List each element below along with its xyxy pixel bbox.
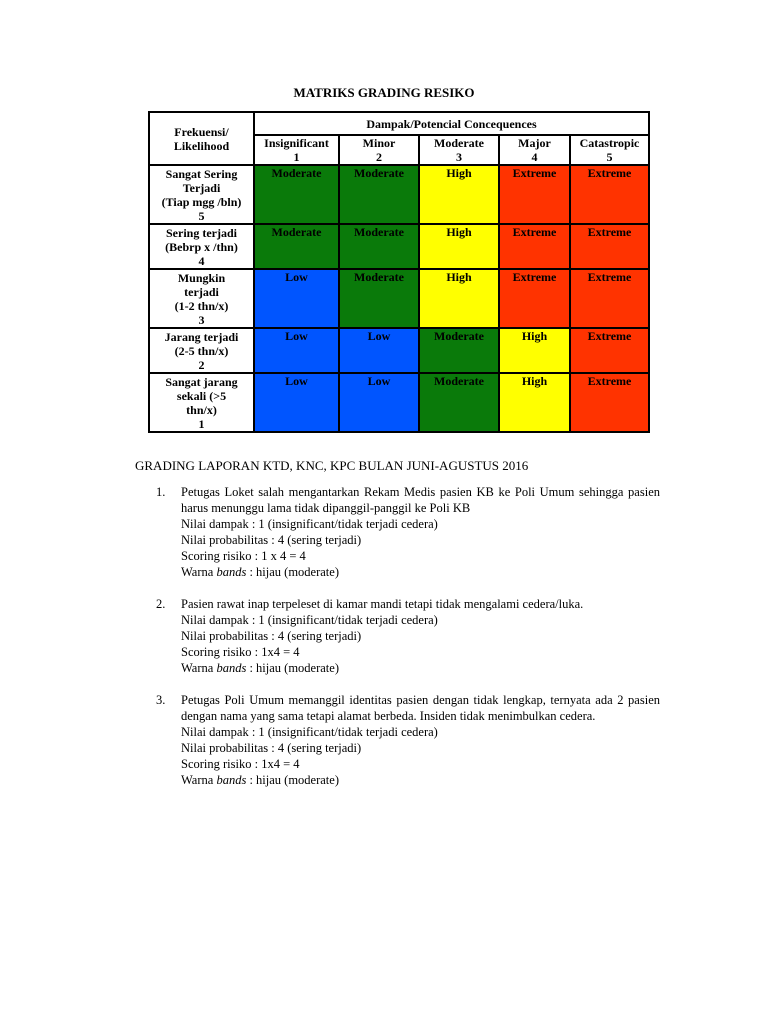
matrix-cell: High [419, 165, 499, 224]
band-color: Warna bands : hijau (moderate) [181, 565, 339, 579]
risk-score: Scoring risiko : 1 x 4 = 4 [181, 549, 306, 563]
list-item [156, 484, 660, 580]
matrix-row-2 [149, 328, 649, 373]
matrix-cell: Moderate [419, 328, 499, 373]
column-header-catastropic: Catastropic 5 [570, 135, 649, 165]
matrix-cell: Moderate [339, 165, 419, 224]
likelihood-header: Frekuensi/ Likelihood [149, 112, 254, 165]
matrix-cell: Low [254, 373, 339, 432]
item-number: 3. [156, 693, 166, 707]
band-color: Warna bands : hijau (moderate) [181, 661, 339, 675]
matrix-row-4 [149, 224, 649, 269]
matrix-cell: Moderate [254, 165, 339, 224]
column-header-major: Major 4 [499, 135, 570, 165]
impact-header: Dampak/Potencial Concequences [254, 112, 649, 135]
matrix-cell: Extreme [499, 269, 570, 328]
column-header-moderate: Moderate 3 [419, 135, 499, 165]
impact-value: Nilai dampak : 1 (insignificant/tidak terjadi cedera) [181, 517, 438, 531]
row-label: Sangat jarang sekali (>5 thn/x) 1 [149, 373, 254, 432]
row-label: Sangat Sering Terjadi (Tiap mgg /bln) 5 [149, 165, 254, 224]
probability-value: Nilai probabilitas : 4 (sering terjadi) [181, 629, 362, 643]
incident-list [156, 484, 660, 804]
matrix-cell: Extreme [570, 224, 649, 269]
item-number: 2. [156, 597, 166, 611]
matrix-cell: Moderate [419, 373, 499, 432]
matrix-cell: Low [254, 328, 339, 373]
row-label: Sering terjadi (Bebrp x /thn) 4 [149, 224, 254, 269]
probability-value: Nilai probabilitas : 4 (sering terjadi) [181, 741, 362, 755]
impact-value: Nilai dampak : 1 (insignificant/tidak terjadi cedera) [181, 725, 438, 739]
matrix-cell: High [419, 269, 499, 328]
row-label: Mungkin terjadi (1-2 thn/x) 3 [149, 269, 254, 328]
probability-value: Nilai probabilitas : 4 (sering terjadi) [181, 533, 362, 547]
list-item [156, 596, 660, 676]
item-number: 1. [156, 485, 166, 499]
matrix-row-5 [149, 165, 649, 224]
band-color: Warna bands : hijau (moderate) [181, 773, 339, 787]
risk-score: Scoring risiko : 1x4 = 4 [181, 645, 300, 659]
matrix-cell: Extreme [570, 328, 649, 373]
matrix-cell: High [499, 328, 570, 373]
column-header-insignificant: Insignificant 1 [254, 135, 339, 165]
impact-value: Nilai dampak : 1 (insignificant/tidak terjadi cedera) [181, 613, 438, 627]
matrix-cell: Extreme [570, 269, 649, 328]
list-item [156, 692, 660, 788]
matrix-cell: Moderate [339, 224, 419, 269]
matrix-cell: High [499, 373, 570, 432]
row-label: Jarang terjadi (2-5 thn/x) 2 [149, 328, 254, 373]
risk-score: Scoring risiko : 1x4 = 4 [181, 757, 300, 771]
matrix-row-1 [149, 373, 649, 432]
matrix-cell: Low [339, 373, 419, 432]
column-header-minor: Minor 2 [339, 135, 419, 165]
matrix-cell: Moderate [254, 224, 339, 269]
matrix-cell: Low [339, 328, 419, 373]
page-title: MATRIKS GRADING RESIKO [293, 85, 475, 100]
matrix-cell: Low [254, 269, 339, 328]
risk-matrix-table [148, 111, 650, 433]
matrix-cell: Extreme [499, 165, 570, 224]
matrix-row-3 [149, 269, 649, 328]
item-description: Petugas Loket salah mengantarkan Rekam Medis pasien KB ke Poli Umum sehingga pasien harus menunggu lama tidak dipanggil-panggil ke Poli KB [181, 485, 660, 515]
section-title: GRADING LAPORAN KTD, KNC, KPC BULAN JUNI-AGUSTUS 2016 [135, 458, 529, 473]
matrix-cell: Extreme [570, 373, 649, 432]
matrix-cell: High [419, 224, 499, 269]
matrix-cell: Moderate [339, 269, 419, 328]
item-description: Petugas Poli Umum memanggil identitas pasien dengan tidak lengkap, ternyata ada 2 pasien dengan nama yang sama tetapi alamat berbeda. Insiden tidak menimbulkan cedera. [181, 693, 660, 723]
matrix-cell: Extreme [499, 224, 570, 269]
item-description: Pasien rawat inap terpeleset di kamar mandi tetapi tidak mengalami cedera/luka. [181, 597, 584, 611]
matrix-cell: Extreme [570, 165, 649, 224]
